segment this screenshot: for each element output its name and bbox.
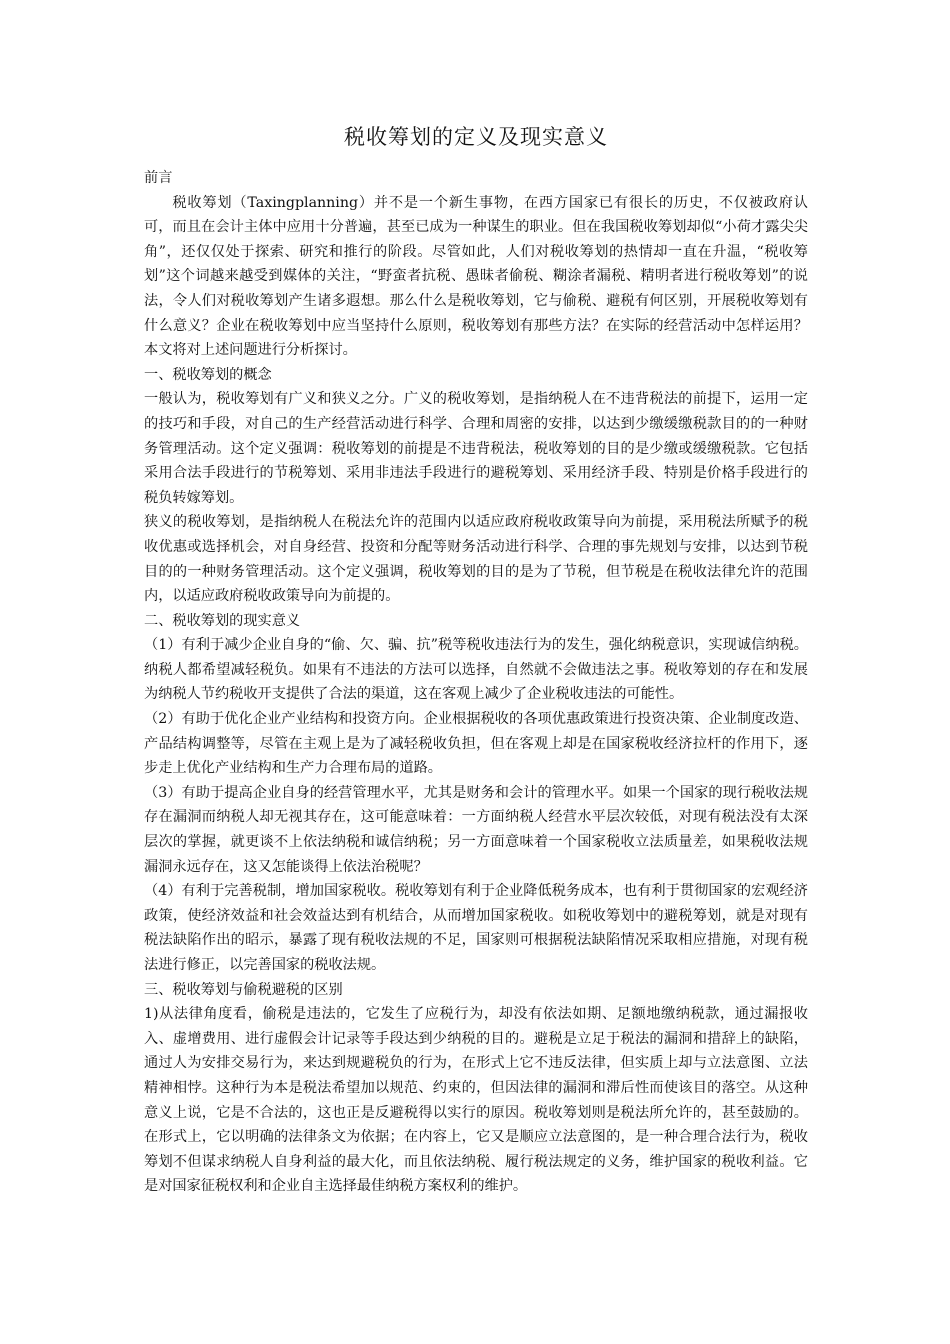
- body-paragraph: 税收筹划（Taxingplanning）并不是一个新生事物，在西方国家已有很长的历史，不仅被政府认可，而且在会计主体中应用十分普遍，甚至已成为一种谋生的职业。但在我国税收筹划却似“小荷才露尖尖角”，还仅仅处于探索、研究和推行的阶段。尽管如此，人们对税收筹划的热情却一直在升温，“税收筹划”这个词越来越受到媒体的关注，“野蛮者抗税、愚昧者偷税、糊涂者漏税、精明者进行税收筹划”的说法，令人们对税收筹划产生诸多遐想。那么什么是税收筹划，它与偷税、避税有何区别，开展税收筹划有什么意义？企业在税收筹划中应当坚持什么原则，税收筹划有那些方法？在实际的经营活动中怎样运用？本文将对上述问题进行分析探讨。: [144, 194, 808, 359]
- section-heading: 二、税收筹划的现实意义: [144, 612, 301, 629]
- body-paragraph: （4）有利于完善税制，增加国家税收。税收筹划有利于企业降低税务成本，也有利于贯彻国家的宏观经济政策，使经济效益和社会效益达到有机结合，从而增加国家税收。如税收筹划中的避税筹划，就是对现有税法缺陷作出的昭示，暴露了现有税收法规的不足，国家则可根据税法缺陷情况采取相应措施，对现有税法进行修正，以完善国家的税收法规。: [144, 883, 808, 973]
- body-paragraph: （1）有利于减少企业自身的“偷、欠、骗、抗”税等税收违法行为的发生，强化纳税意识，实现诚信纳税。纳税人都希望减轻税负。如果有不违法的方法可以选择，自然就不会做违法之事。税收筹划的存在和发展为纳税人节约税收开支提供了合法的渠道，这在客观上减少了企业税收违法的可能性。: [144, 637, 808, 703]
- body-paragraph: 1)从法律角度看，偷税是违法的，它发生了应税行为，却没有依法如期、足额地缴纳税款，通过漏报收入、虚增费用、进行虚假会计记录等手段达到少纳税的目的。避税是立足于税法的漏洞和措辞上的缺陷，通过人为安排交易行为，来达到规避税负的行为，在形式上它不违反法律，但实质上却与立法意图、立法精神相悖。这种行为本是税法希望加以规范、约束的，但因法律的漏洞和滞后性而使该目的落空。从这种意义上说，它是不合法的，这也正是反避税得以实行的原因。税收筹划则是税法所允许的，甚至鼓励的。在形式上，它以明确的法律条文为依据；在内容上，它又是顺应立法意图的，是一种合理合法行为，税收筹划不但谋求纳税人自身利益的最大化，而且依法纳税、履行税法规定的义务，维护国家的税收利益。它是对国家征税权利和企业自主选择最佳纳税方案权利的维护。: [144, 1006, 808, 1195]
- document-title: 税收筹划的定义及现实意义: [344, 125, 608, 149]
- body-paragraph: 一般认为，税收筹划有广义和狭义之分。广义的税收筹划，是指纳税人在不违背税法的前提下，运用一定的技巧和手段，对自己的生产经营活动进行科学、合理和周密的安排，以达到少缴缓缴税款目的的一种财务管理活动。这个定义强调：税收筹划的前提是不违背税法，税收筹划的目的是少缴或缓缴税款。它包括采用合法手段进行的节税筹划、采用非违法手段进行的避税筹划、采用经济手段、特别是价格手段进行的税负转嫁筹划。: [144, 391, 808, 506]
- body-paragraph: （2）有助于优化企业产业结构和投资方向。企业根据税收的各项优惠政策进行投资决策、企业制度改造、产品结构调整等，尽管在主观上是为了减轻税收负担，但在客观上却是在国家税收经济拉杆的作用下，逐步走上优化产业结构和生产力合理布局的道路。: [144, 711, 808, 777]
- section-heading: 三、税收筹划与偷税避税的区别: [144, 981, 343, 998]
- section-heading: 一、税收筹划的概念: [144, 366, 272, 383]
- section-heading: 前言: [144, 170, 173, 186]
- body-paragraph: 狭义的税收筹划，是指纳税人在税法允许的范围内以适应政府税收政策导向为前提，采用税法所赋予的税收优惠或选择机会，对自身经营、投资和分配等财务活动进行科学、合理的事先规划与安排，以达到节税目的的一种财务管理活动。这个定义强调，税收筹划的目的是为了节税，但节税是在税收法律允许的范围内，以适应政府税收政策导向为前提的。: [144, 514, 808, 605]
- document-body: [144, 166, 808, 1199]
- body-paragraph: （3）有助于提高企业自身的经营管理水平，尤其是财务和会计的管理水平。如果一个国家的现行税收法规存在漏洞而纳税人却无视其存在，这可能意味着：一方面纳税人经营水平层次较低，对现有税法没有太深层次的掌握，就更谈不上依法纳税和诚信纳税；另一方面意味着一个国家税收立法质量差，如果税收法规漏洞永远存在，这又怎能谈得上依法治税呢？: [144, 784, 808, 875]
